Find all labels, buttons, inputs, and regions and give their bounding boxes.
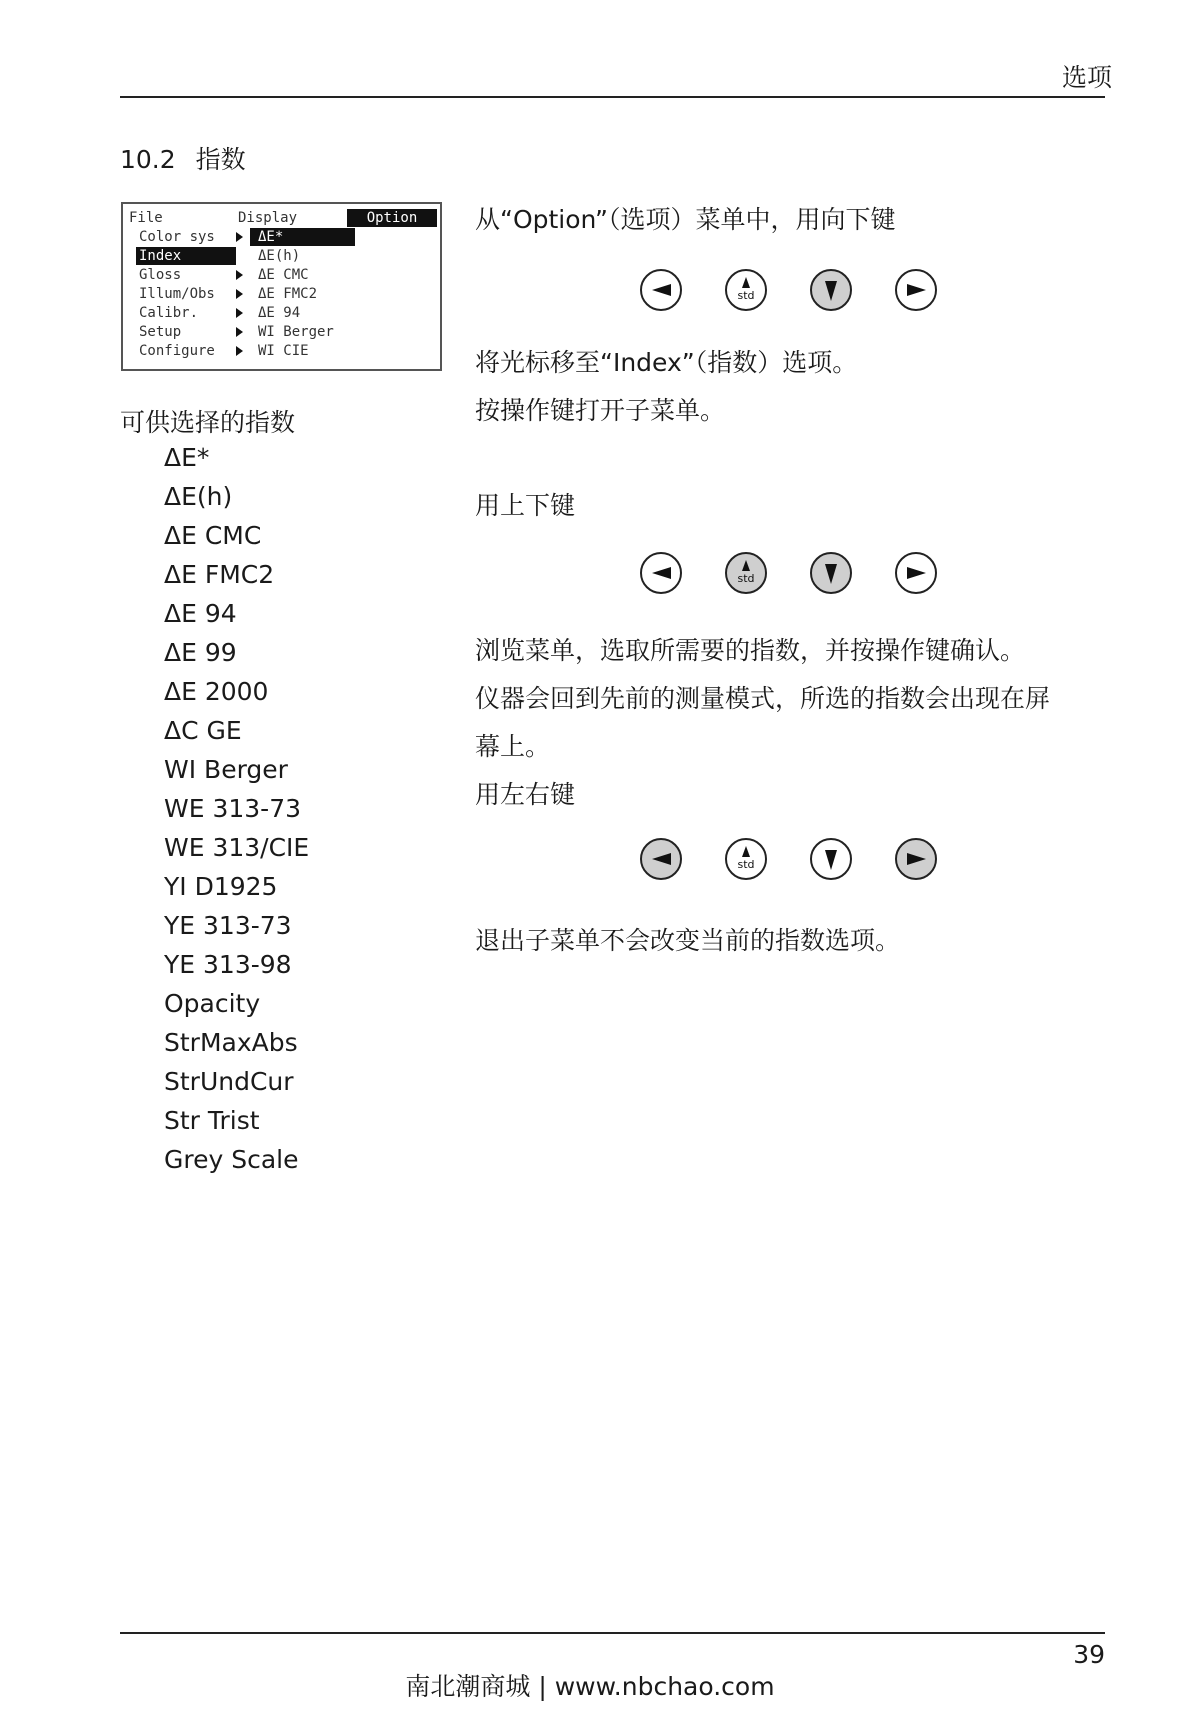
std-key-label: std [737,289,755,302]
list-item: Grey Scale [164,1145,299,1174]
menu-bar-display: Display [238,210,298,226]
submenu-arrow-icon [236,270,243,280]
instruction-text: 用左右键 [475,780,576,809]
menu-bar-file: File [129,210,163,226]
menu-item-setup: Setup [139,324,182,340]
down-key [810,838,852,880]
list-item: ΔE FMC2 [164,560,275,589]
left-key [640,552,682,594]
footer-text: 南北潮商城 | www.nbchao.com [405,1672,775,1701]
instruction-text: 用上下键 [475,491,576,520]
instruction-text: 从“Option”（选项）菜单中，用向下键 [475,205,896,234]
submenu-arrow-icon [236,308,243,318]
list-item: WE 313/CIE [164,833,310,862]
submenu-arrow-icon [236,327,243,337]
section-heading [120,140,246,176]
submenu-arrow-icon [236,251,243,261]
list-item: ΔE 2000 [164,677,269,706]
section-number: 10.2 [120,145,176,174]
instruction-text: 退出子菜单不会改变当前的指数选项。 [475,926,901,955]
list-item: Opacity [164,989,261,1018]
list-item: Str Trist [164,1106,260,1135]
submenu-item: ΔE 94 [258,305,301,321]
submenu-item: WI Berger [258,324,334,340]
instruction-text: 按操作键打开子菜单。 [475,396,726,425]
page-number: 39 [1073,1640,1105,1669]
instruction-text: 将光标移至“Index”（指数）选项。 [475,348,858,377]
key-row-2 [640,552,940,596]
submenu-item: ΔE CMC [258,267,309,283]
list-item: StrMaxAbs [164,1028,298,1057]
page-header-title: 选项 [1061,63,1112,92]
list-item: YI D1925 [164,872,278,901]
menu-item-gloss: Gloss [139,267,182,283]
submenu-item-selected: ΔE* [250,228,355,246]
down-key [810,269,852,311]
left-key [640,269,682,311]
std-up-key [725,269,767,311]
list-item: WI Berger [164,755,288,784]
list-item: ΔE CMC [164,521,262,550]
list-item: YE 313-98 [164,950,292,979]
menu-item-index-selected: Index [136,247,236,265]
instruction-text: 仪器会回到先前的测量模式，所选的指数会出现在屏 [475,684,1051,713]
std-key-label: std [737,858,755,871]
list-item: ΔE 94 [164,599,237,628]
key-row-1 [640,269,940,313]
submenu-arrow-icon [236,232,243,242]
left-key [640,838,682,880]
key-row-3 [640,838,940,882]
submenu-arrow-icon [236,346,243,356]
menu-item-calibr: Calibr. [139,305,199,321]
menu-item-illum-obs: Illum/Obs [139,286,215,302]
menu-bar-option: Option [347,209,437,227]
list-item: ΔE 99 [164,638,237,667]
index-list-heading: 可供选择的指数 [120,408,296,437]
right-key [895,269,937,311]
submenu-item: ΔE FMC2 [258,286,318,302]
list-item: StrUndCur [164,1067,294,1096]
std-up-key [725,838,767,880]
std-up-key [725,552,767,594]
list-item: ΔE* [164,443,210,472]
std-key-label: std [737,572,755,585]
down-key [810,552,852,594]
instruction-text: 幕上。 [475,732,551,761]
right-key [895,552,937,594]
footer-rule [120,1632,1105,1634]
device-menu-screenshot [121,202,442,371]
header-rule [120,96,1105,98]
list-item: WE 313-73 [164,794,302,823]
index-list [164,438,309,1179]
submenu-item: ΔE(h) [258,248,301,264]
instruction-text: 浏览菜单，选取所需要的指数，并按操作键确认。 [475,636,1026,665]
submenu-arrow-icon [236,289,243,299]
submenu-item: WI CIE [258,343,309,359]
menu-item-configure: Configure [139,343,215,359]
menu-item-color-sys: Color sys [139,229,215,245]
list-item: ΔE(h) [164,482,233,511]
list-item: YE 313-73 [164,911,292,940]
section-title: 指数 [195,145,246,174]
list-item: ΔC GE [164,716,242,745]
right-key [895,838,937,880]
